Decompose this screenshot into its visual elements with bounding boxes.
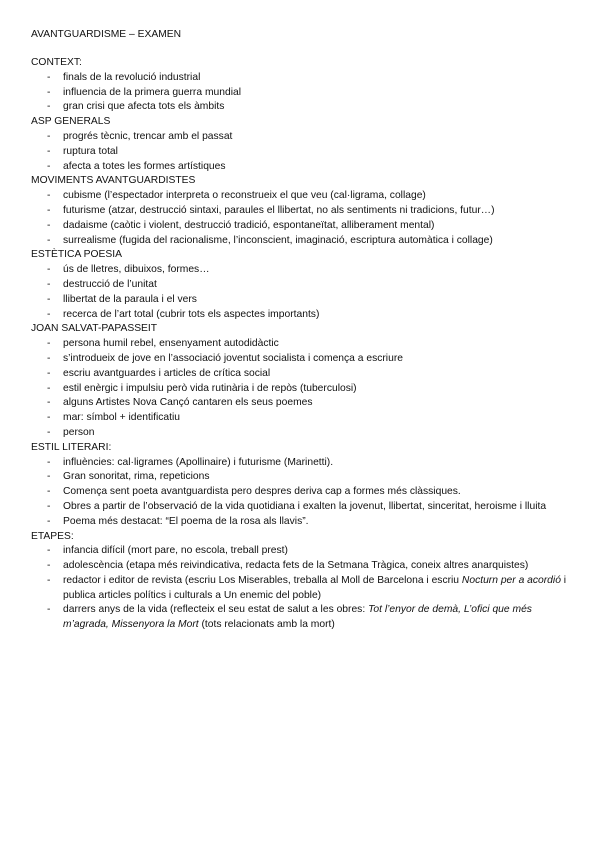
- list-item: [31, 470, 571, 485]
- list-item: [31, 278, 571, 293]
- list-item: [31, 515, 571, 530]
- list-item: [31, 396, 571, 411]
- list-item: [31, 352, 571, 367]
- list-item: [31, 367, 571, 382]
- list-item: [31, 337, 571, 352]
- bullet-list: [31, 337, 571, 441]
- item-text: ruptura total: [63, 145, 118, 157]
- section-heading: ETAPES:: [31, 530, 74, 542]
- item-text: destrucció de l’unitat: [63, 278, 157, 290]
- item-text: futurisme (atzar, destrucció sintaxi, paraules el llibertat, no als sentiments ni tradicions, futur…): [63, 204, 495, 216]
- item-text: finals de la revolució industrial: [63, 71, 201, 83]
- item-text: Obres a partir de l’observació de la vida quotidiana i exalten la jovenut, llibertat, sinceritat, heroisme i lluita: [63, 500, 547, 512]
- bullet-list: [31, 263, 571, 322]
- list-item: [31, 293, 571, 308]
- list-item: [31, 308, 571, 323]
- bullet-list: [31, 130, 571, 174]
- item-text: (tots relacionats amb la mort): [198, 619, 335, 631]
- item-text: i publica articles polítics i culturals a Un enemic del poble): [63, 574, 567, 601]
- item-text: dadaisme (caòtic i violent, destrucció tradició, espontaneïtat, alliberament mental): [63, 219, 435, 231]
- document-body: [31, 56, 571, 633]
- item-text: s’introdueix de jove en l’associació joventut socialista i comença a escriure: [63, 352, 403, 364]
- list-item: [31, 234, 571, 249]
- item-text: alguns Artistes Nova Cançó cantaren els seus poemes: [63, 397, 313, 409]
- list-item: [31, 603, 571, 633]
- section-heading: ESTÈTICA POESIA: [31, 249, 122, 261]
- bullet-list: [31, 456, 571, 530]
- item-text: escriu avantguardes i articles de crítica social: [63, 367, 271, 379]
- item-text: cubisme (l’espectador interpreta o reconstrueix el que veu (cal·ligrama, collage): [63, 190, 426, 202]
- section-heading: ESTIL LITERARI:: [31, 441, 112, 453]
- item-text: person: [63, 426, 95, 438]
- item-text: surrealisme (fugida del racionalisme, l’inconscient, imaginació, escriptura automàtica i collage): [63, 234, 493, 246]
- item-text: influencia de la primera guerra mundial: [63, 86, 242, 98]
- item-text: darrers anys de la vida (reflecteix el seu estat de salut a les obres:: [63, 604, 369, 616]
- item-text: Comença sent poeta avantguardista pero despres deriva cap a formes més clàssiques.: [63, 486, 461, 498]
- item-text: influències: cal·ligrames (Apollinaire) i futurisme (Marinetti).: [63, 456, 334, 468]
- item-text: gran crisi que afecta tots els àmbits: [63, 101, 225, 113]
- item-text: infancia difícil (mort pare, no escola, treball prest): [63, 545, 288, 557]
- item-text: afecta a totes les formes artístiques: [63, 160, 226, 172]
- list-item: [31, 160, 571, 175]
- item-text: persona humil rebel, ensenyament autodidàctic: [63, 338, 279, 350]
- section-heading: JOAN SALVAT-PAPASSEIT: [31, 323, 158, 335]
- list-item: [31, 145, 571, 160]
- list-item: [31, 426, 571, 441]
- list-item: [31, 219, 571, 234]
- item-text: recerca de l’art total (cubrir tots els aspectes importants): [63, 308, 320, 320]
- list-item: [31, 130, 571, 145]
- list-item: [31, 86, 571, 101]
- list-item: [31, 411, 571, 426]
- list-item: [31, 263, 571, 278]
- italic-text: Tot l’enyor de demà, L’ofici que més m’agrada, Missenyora la Mort: [63, 604, 532, 631]
- list-item: [31, 544, 571, 559]
- list-item: [31, 189, 571, 204]
- section-heading: CONTEXT:: [31, 57, 82, 68]
- bullet-list: [31, 189, 571, 248]
- document-title: AVANTGUARDISME – EXAMEN: [31, 29, 182, 40]
- bullet-list: [31, 71, 571, 115]
- item-text: estil enèrgic i impulsiu però vida rutinària i de repòs (tuberculosi): [63, 382, 357, 394]
- list-item: [31, 559, 571, 574]
- item-text: redactor i editor de revista (escriu Los Miserables, treballa al Moll de Barcelona i escriu: [63, 574, 462, 586]
- italic-text: Nocturn per a acordió: [461, 574, 561, 586]
- section-heading: MOVIMENTS AVANTGUARDISTES: [31, 175, 196, 187]
- list-item: [31, 71, 571, 86]
- bullet-list: [31, 544, 571, 633]
- list-item: [31, 456, 571, 471]
- list-item: [31, 500, 571, 515]
- list-item: [31, 382, 571, 397]
- list-item: [31, 100, 571, 115]
- list-item: [31, 485, 571, 500]
- item-text: progrés tècnic, trencar amb el passat: [63, 130, 233, 142]
- item-text: mar: símbol + identificatiu: [63, 412, 181, 424]
- item-text: Gran sonoritat, rima, repeticions: [63, 471, 210, 483]
- item-text: Poema més destacat: “El poema de la rosa als llavis”.: [63, 515, 309, 527]
- item-text: adolescència (etapa més reivindicativa, redacta fets de la Setmana Tràgica, coneix altres anarquistes): [63, 560, 529, 572]
- item-text: ús de lletres, dibuixos, formes…: [63, 264, 210, 276]
- list-item: [31, 574, 571, 604]
- list-item: [31, 204, 571, 219]
- item-text: llibertat de la paraula i el vers: [63, 293, 197, 305]
- section-heading: ASP GENERALS: [31, 116, 111, 128]
